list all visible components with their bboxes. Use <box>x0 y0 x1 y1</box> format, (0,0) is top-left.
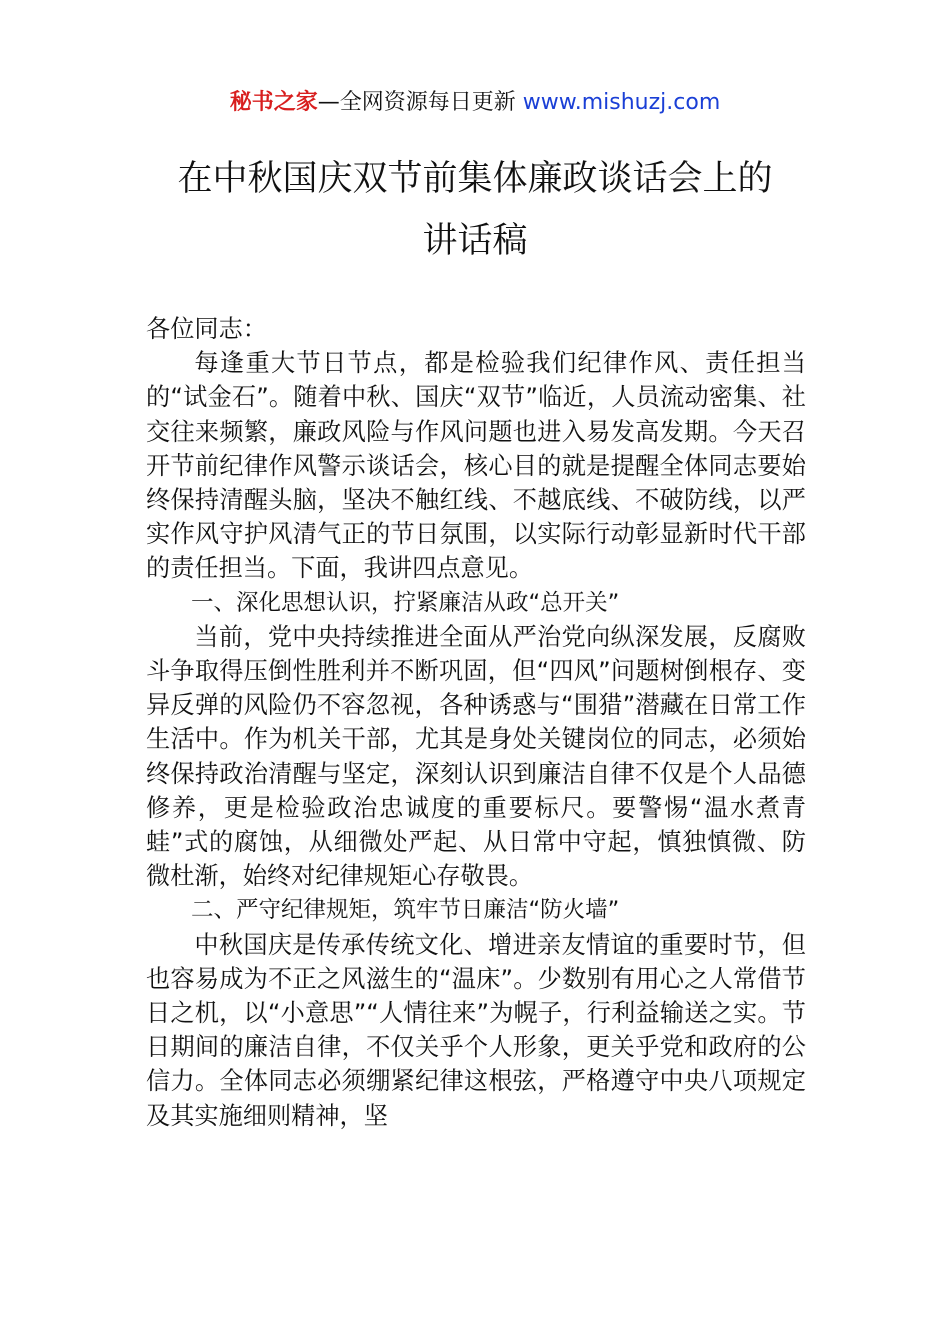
document-title <box>0 148 950 272</box>
intro-paragraph: 每逢重大节日节点，都是检验我们纪律作风、责任担当的“试金石”。随着中秋、国庆“双节”临近，人员流动密集、社交往来频繁，廉政风险与作风问题也进入易发高发期。今天召开节前纪律作风警示谈话会，核心目的就是提醒全体同志要始终保持清醒头脑，坚决不触红线、不越底线、不破防线，以严实作风守护风清气正的节日氛围，以实际行动彰显新时代干部的责任担当。下面，我讲四点意见。 <box>146 349 806 583</box>
title-line-1: 在中秋国庆双节前集体廉政谈话会上的 <box>177 159 773 199</box>
section-heading-2: 二、严守纪律规矩，筑牢节日廉洁“防火墙” <box>191 897 620 924</box>
section-1-paragraph: 当前，党中央持续推进全面从严治党向纵深发展，反腐败斗争取得压倒性胜利并不断巩固，但“四风”问题树倒根存、变异反弹的风险仍不容忽视，各种诱惑与“围猎”潜藏在日常工作生活中。作为机关干部，尤其是身处关键岗位的同志，必须始终保持政治清醒与坚定，深刻认识到廉洁自律不仅是个人品德修养，更是检验政治忠诚度的重要标尺。要警惕“温水煮青蛙”式的腐蚀，从细微处严起、从日常中守起，慎独慎微、防微杜渐，始终对纪律规矩心存敬畏。 <box>146 622 806 891</box>
section-heading-1: 一、深化思想认识，拧紧廉洁从政“总开关” <box>191 589 620 616</box>
salutation: 各位同志： <box>146 315 267 343</box>
header-tagline: —全网资源每日更新 <box>317 90 523 115</box>
page-header <box>0 88 950 118</box>
document-body <box>146 312 806 1133</box>
section-2-paragraph: 中秋国庆是传承传统文化、增进亲友情谊的重要时节，但也容易成为不正之风滋生的“温床”。少数别有用心之人常借节日之机，以“小意思”“人情往来”为幌子，行利益输送之实。节日期间的廉洁自律，不仅关乎个人形象，更关乎党和政府的公信力。全体同志必须绷紧纪律这根弦，严格遵守中央八项规定及其实施细则精神，坚 <box>146 930 806 1130</box>
website-link[interactable]: www.mishuzj.com <box>522 90 721 115</box>
brand-name: 秘书之家 <box>229 90 318 115</box>
title-line-2: 讲话稿 <box>422 221 528 261</box>
